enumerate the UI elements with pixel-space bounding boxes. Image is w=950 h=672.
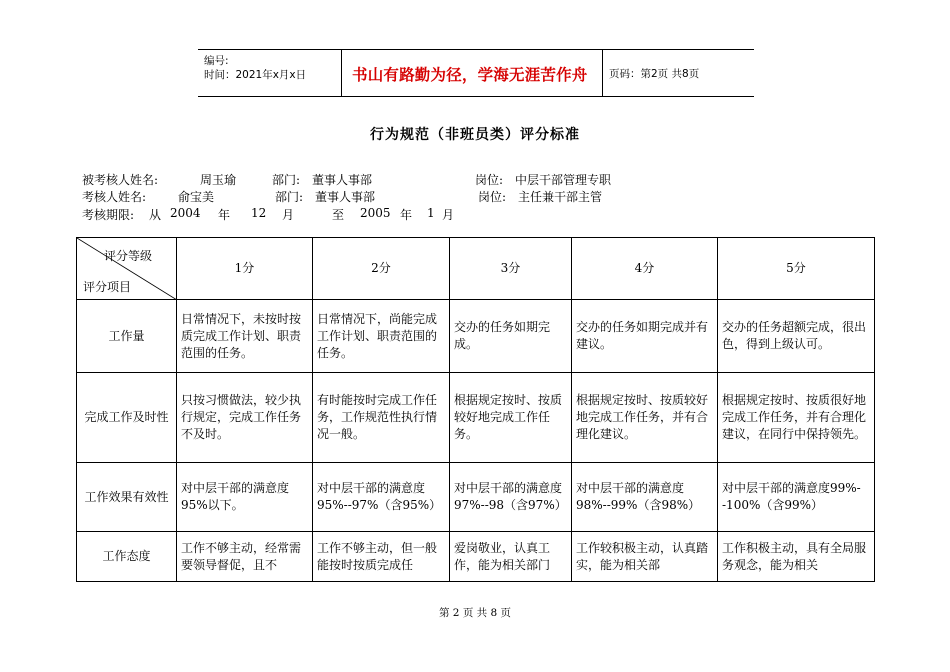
post-value: 中层干部管理专职 bbox=[515, 173, 612, 187]
page-title: 行为规范（非班员类）评分标准 bbox=[370, 127, 580, 143]
header-meta bbox=[204, 54, 306, 82]
item-name: 工作态度 bbox=[77, 532, 177, 582]
period-to: 至 bbox=[332, 208, 345, 222]
period-year-end: 2005 bbox=[360, 206, 391, 220]
item-name: 完成工作及时性 bbox=[77, 373, 177, 463]
header-divider bbox=[602, 50, 603, 96]
year-char: 年 bbox=[400, 208, 413, 222]
period-from: 从 bbox=[149, 208, 162, 222]
dept-label: 部门: bbox=[275, 190, 304, 204]
criteria-cell bbox=[572, 532, 718, 582]
criteria-text: 爱岗敬业，认真工作，能为相关部门 bbox=[454, 541, 551, 572]
criteria-cell bbox=[313, 532, 450, 582]
item-name: 工作量 bbox=[77, 300, 177, 373]
criteria-cell: 交办的任务如期完成并有建议。 bbox=[572, 300, 718, 373]
grade-header: 5分 bbox=[718, 238, 875, 300]
criteria-cell: 日常情况下，尚能完成工作计划、职责范围的任务。 bbox=[313, 300, 450, 373]
criteria-text: 工作不够主动，经常需要领导督促，且不 bbox=[181, 541, 302, 572]
criteria-cell: 对中层干部的满意度95%--97%（含95%） bbox=[313, 463, 450, 532]
grade-header: 2分 bbox=[313, 238, 450, 300]
criteria-cell: 对中层干部的满意度95%以下。 bbox=[177, 463, 313, 532]
page-label: 页码：第2页 共8页 bbox=[609, 68, 700, 80]
criteria-cell: 根据规定按时、按质很好地完成工作任务，并有合理化建议，在同行中保持领先。 bbox=[718, 373, 875, 463]
header-motto: 书山有路勤为径，学海无涯苦作舟 bbox=[352, 66, 588, 84]
page-footer: 第 2 页 共 8 页 bbox=[438, 607, 512, 619]
criteria-cell: 交办的任务超额完成，很出色，得到上级认可。 bbox=[718, 300, 875, 373]
examiner-name: 俞宝美 bbox=[178, 190, 215, 204]
period-label: 考核期限: bbox=[82, 208, 135, 222]
number-label: 编号: bbox=[204, 55, 229, 67]
criteria-cell: 根据规定按时、按质较好地完成工作任务。 bbox=[450, 373, 572, 463]
table-row bbox=[77, 373, 875, 463]
table-row bbox=[77, 532, 875, 582]
criteria-text: 工作不够主动，但一般能按时按质完成任 bbox=[317, 541, 438, 572]
item-axis-label: 评分项目 bbox=[83, 280, 132, 294]
month-char: 月 bbox=[442, 208, 455, 222]
item-name: 工作效果有效性 bbox=[77, 463, 177, 532]
post-value: 主任兼干部主管 bbox=[518, 190, 603, 204]
dept-value: 董事人事部 bbox=[315, 190, 376, 204]
period-year-start: 2004 bbox=[170, 206, 201, 220]
period-month-start: 12 bbox=[251, 206, 267, 220]
criteria-cell: 只按习惯做法，较少执行规定，完成工作任务不及时。 bbox=[177, 373, 313, 463]
dept-label: 部门: bbox=[272, 173, 301, 187]
year-char: 年 bbox=[218, 208, 231, 222]
criteria-cell bbox=[177, 532, 313, 582]
grade-header: 4分 bbox=[572, 238, 718, 300]
table-corner-cell bbox=[77, 238, 177, 300]
examinee-label: 被考核人姓名: bbox=[82, 173, 159, 187]
criteria-cell: 交办的任务如期完成。 bbox=[450, 300, 572, 373]
criteria-cell bbox=[450, 532, 572, 582]
grade-axis-label: 评分等级 bbox=[103, 249, 152, 263]
criteria-text: 工作积极主动，具有全局服务观念，能为相关 bbox=[722, 541, 867, 572]
criteria-cell: 对中层干部的满意度 97%--98（含97%） bbox=[450, 463, 572, 532]
dept-value: 董事人事部 bbox=[312, 173, 373, 187]
table-row bbox=[77, 300, 875, 373]
header-motto-cell bbox=[342, 50, 800, 96]
post-label: 岗位: bbox=[478, 190, 507, 204]
criteria-cell: 对中层干部的满意度98%--99%（含98%） bbox=[572, 463, 718, 532]
criteria-cell: 日常情况下，未按时按质完成工作计划、职责范围的任务。 bbox=[177, 300, 313, 373]
table-header-row bbox=[77, 238, 875, 300]
examinee-name: 周玉瑜 bbox=[200, 173, 237, 187]
criteria-cell: 根据规定按时、按质较好地完成工作任务，并有合理化建议。 bbox=[572, 373, 718, 463]
month-char: 月 bbox=[282, 208, 295, 222]
scoring-table bbox=[76, 237, 875, 582]
period-month-end: 1 bbox=[427, 206, 435, 220]
criteria-cell: 对中层干部的满意度99%--100%（含99%） bbox=[718, 463, 875, 532]
criteria-cell bbox=[718, 532, 875, 582]
document-header bbox=[198, 49, 754, 97]
examiner-label: 考核人姓名: bbox=[82, 190, 147, 204]
table-row bbox=[77, 463, 875, 532]
grade-header: 1分 bbox=[177, 238, 313, 300]
grade-header: 3分 bbox=[450, 238, 572, 300]
criteria-text: 工作较积极主动，认真踏实，能为相关部 bbox=[576, 541, 709, 572]
post-label: 岗位: bbox=[475, 173, 504, 187]
criteria-cell: 有时能按时完成工作任务，工作规范性执行情况一般。 bbox=[313, 373, 450, 463]
time-label: 时间：2021年x月x日 bbox=[204, 69, 307, 81]
